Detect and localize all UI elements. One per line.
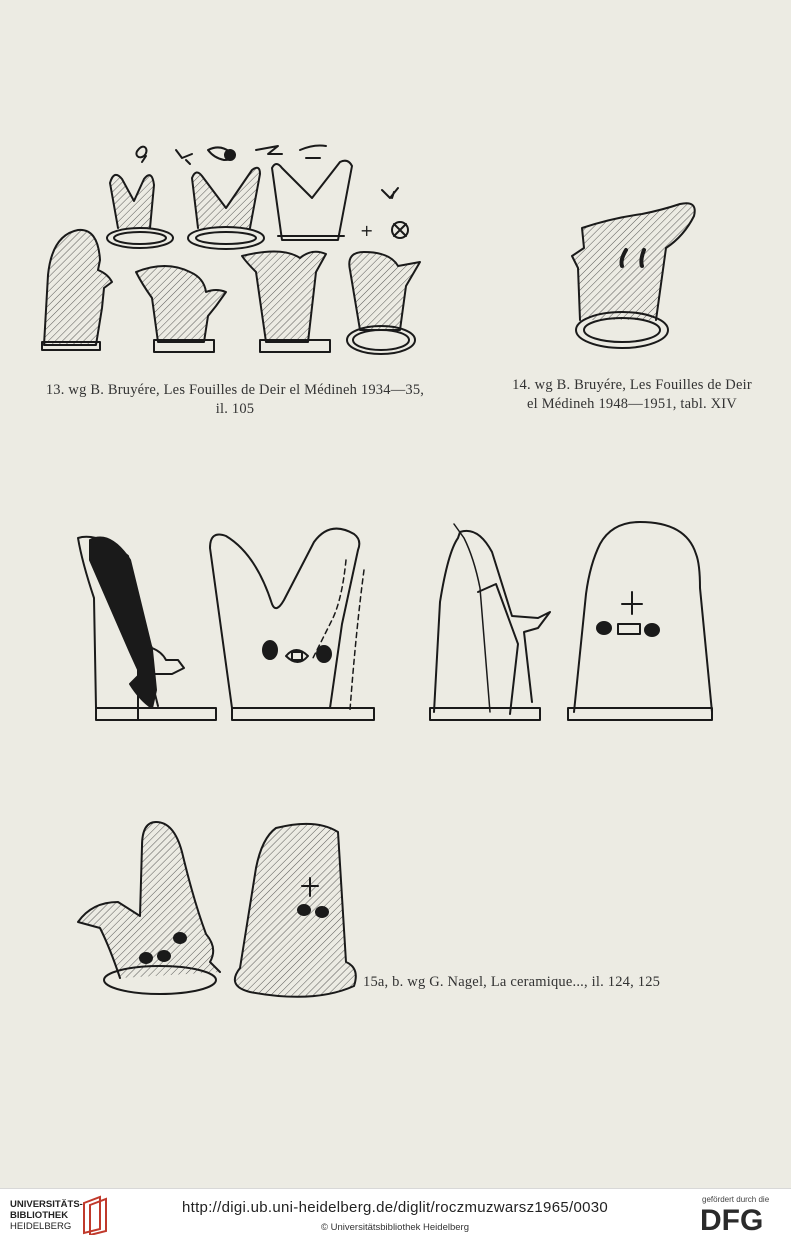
- glyph-mark-icon: [176, 150, 192, 164]
- figure-14-drawing: [572, 203, 695, 348]
- figure-15-row1-drawing: [78, 522, 712, 720]
- figure-14-caption: [488, 376, 776, 414]
- page-url-link[interactable]: http://digi.ub.uni-heidelberg.de/diglit/roczmuzwarsz1965/0030: [181, 1199, 609, 1216]
- figure-15-row2-drawing: [78, 822, 356, 997]
- glyph-mark-icon: [300, 146, 326, 159]
- figure-13-caption: [20, 381, 450, 419]
- glyph-mark-icon: [382, 188, 398, 198]
- footer-bar: [0, 1188, 791, 1245]
- library-line: HEIDELBERG: [10, 1221, 72, 1232]
- copyright-text: © Universitätsbibliothek Heidelberg: [321, 1222, 469, 1233]
- library-logo-icon[interactable]: [80, 1195, 110, 1235]
- figure-13-drawing: [42, 146, 420, 355]
- caption-line: 13. wg B. Bruyére, Les Fouilles de Deir el Médineh 1934—35,: [45, 382, 425, 398]
- glyph-mark-icon: [256, 146, 282, 154]
- dfg-logo[interactable]: DFG: [700, 1204, 764, 1237]
- svg-text:+: +: [360, 221, 374, 240]
- library-line: UNIVERSITÄTS-: [10, 1199, 83, 1210]
- caption-line: il. 105: [215, 401, 255, 417]
- library-name[interactable]: [10, 1199, 83, 1232]
- caption-line: el Médineh 1948—1951, tabl. XIV: [527, 396, 737, 412]
- funder-note: gefördert durch die: [702, 1195, 770, 1204]
- glyph-mark-icon: [136, 147, 146, 162]
- caption-line: 14. wg B. Bruyére, Les Fouilles de Deir: [512, 377, 752, 393]
- library-line: BIBLIOTHEK: [10, 1210, 69, 1221]
- figure-15-caption: 15a, b. wg G. Nagel, La ceramique..., il. 124, 125: [363, 974, 661, 990]
